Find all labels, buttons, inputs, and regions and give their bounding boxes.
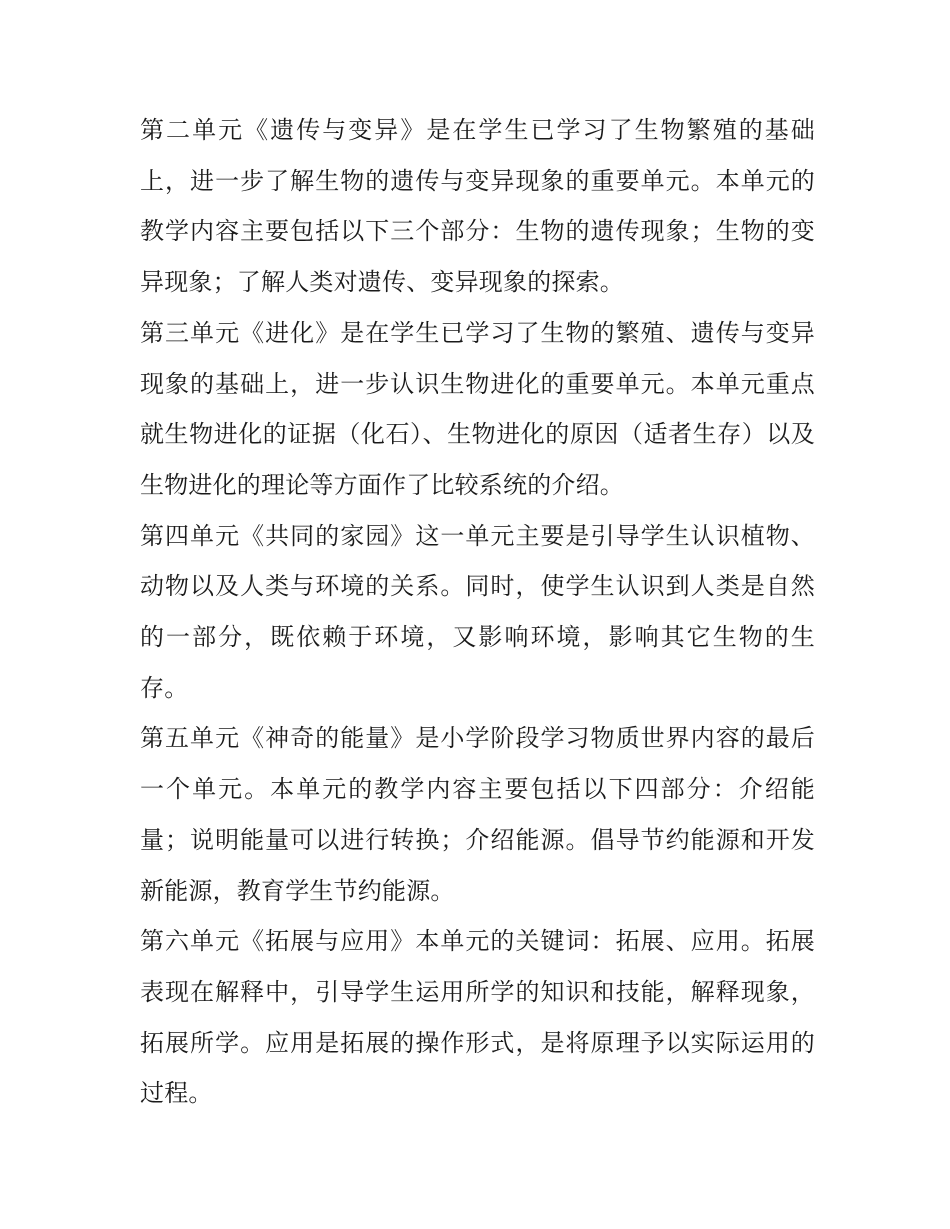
paragraph-unit-2: 第二单元《遗传与变异》是在学生已学习了生物繁殖的基础上，进一步了解生物的遗传与变异现象的重要单元。本单元的教学内容主要包括以下三个部分：生物的遗传现象；生物的变异现象；了解人类对遗传、变异现象的探索。 (140, 116, 815, 297)
paragraph-unit-6: 第六单元《拓展与应用》本单元的关键词：拓展、应用。拓展表现在解释中，引导学生运用所学的知识和技能，解释现象，拓展所学。应用是拓展的操作形式，是将原理予以实际运用的过程。 (140, 927, 815, 1108)
paragraph-unit-3: 第三单元《进化》是在学生已学习了生物的繁殖、遗传与变异现象的基础上，进一步认识生物进化的重要单元。本单元重点就生物进化的证据（化石）、生物进化的原因（适者生存）以及生物进化的理论等方面作了比较系统的介绍。 (140, 318, 815, 499)
paragraph-unit-4: 第四单元《共同的家园》这一单元主要是引导学生认识植物、动物以及人类与环境的关系。同时，使学生认识到人类是自然的一部分，既依赖于环境，又影响环境，影响其它生物的生存。 (140, 521, 815, 702)
document-body (140, 105, 815, 1119)
paragraph-unit-5: 第五单元《神奇的能量》是小学阶段学习物质世界内容的最后一个单元。本单元的教学内容主要包括以下四部分：介绍能量；说明能量可以进行转换；介绍能源。倡导节约能源和开发新能源，教育学生节约能源。 (140, 724, 815, 905)
